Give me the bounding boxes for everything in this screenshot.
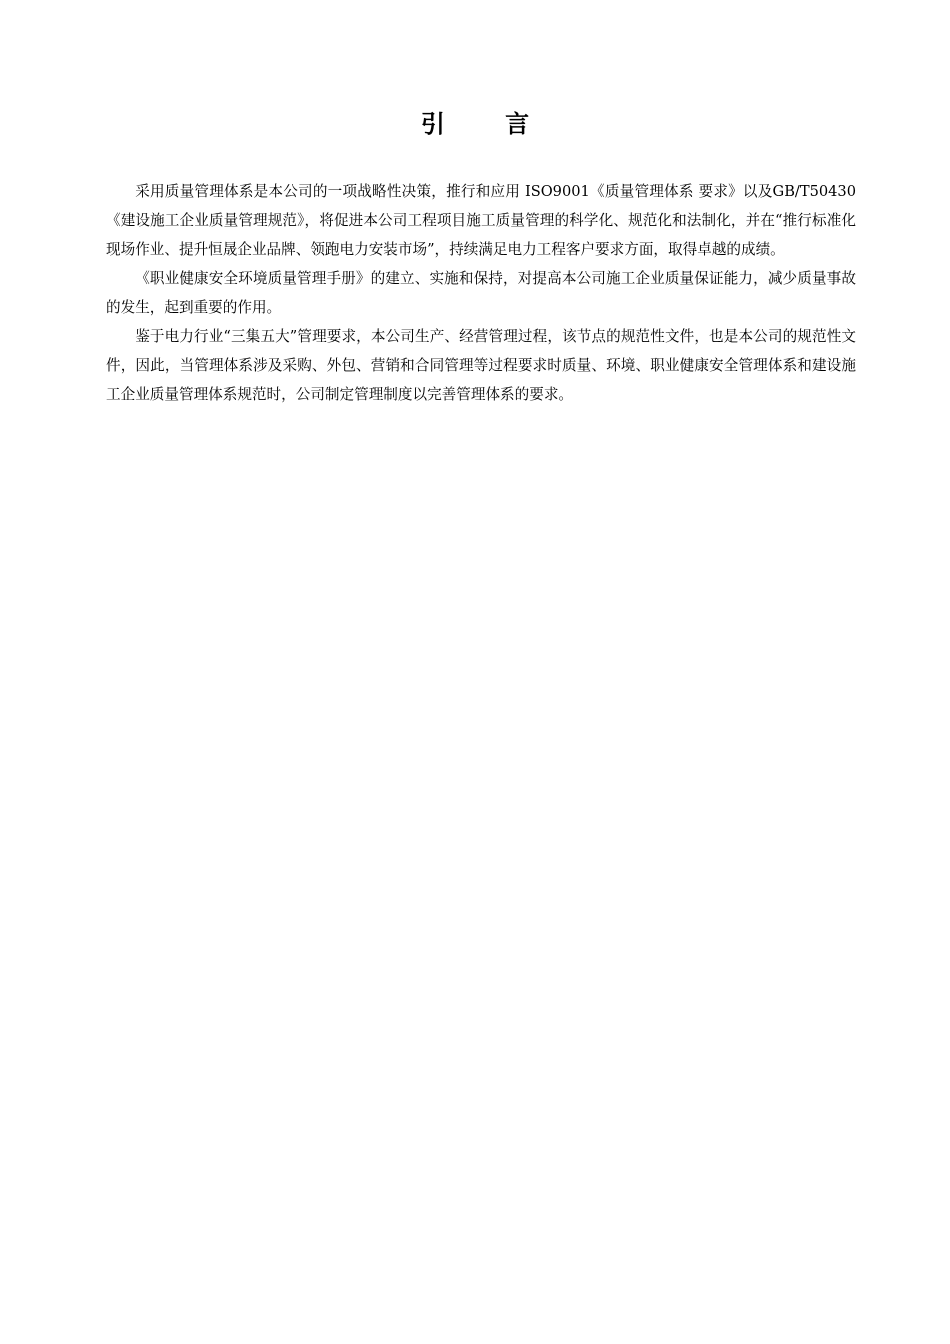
paragraph-1: 采用质量管理体系是本公司的一项战略性决策，推行和应用 ISO9001《质量管理体系 要求》以及GB/T50430《建设施工企业质量管理规范》，将促进本公司工程项目施工质量管理的科学化、规范化和法制化，并在“推行标准化现场作业、提升恒晟企业品牌、领跑电力安装市场”，持续满足电力工程客户要求方面，取得卓越的成绩。 bbox=[106, 183, 856, 258]
paragraph-2: 《职业健康安全环境质量管理手册》的建立、实施和保持，对提高本公司施工企业质量保证能力，减少质量事故的发生，起到重要的作用。 bbox=[106, 270, 856, 316]
paragraph-3: 鉴于电力行业“三集五大”管理要求，本公司生产、经营管理过程，该节点的规范性文件，也是本公司的规范性文件，因此，当管理体系涉及采购、外包、营销和合同管理等过程要求时质量、环境、职业健康安全管理体系和建设施工企业质量管理体系规范时，公司制定管理制度以完善管理体系的要求。 bbox=[106, 328, 856, 403]
document-body bbox=[106, 177, 856, 409]
document-title: 引 言 bbox=[420, 110, 556, 138]
